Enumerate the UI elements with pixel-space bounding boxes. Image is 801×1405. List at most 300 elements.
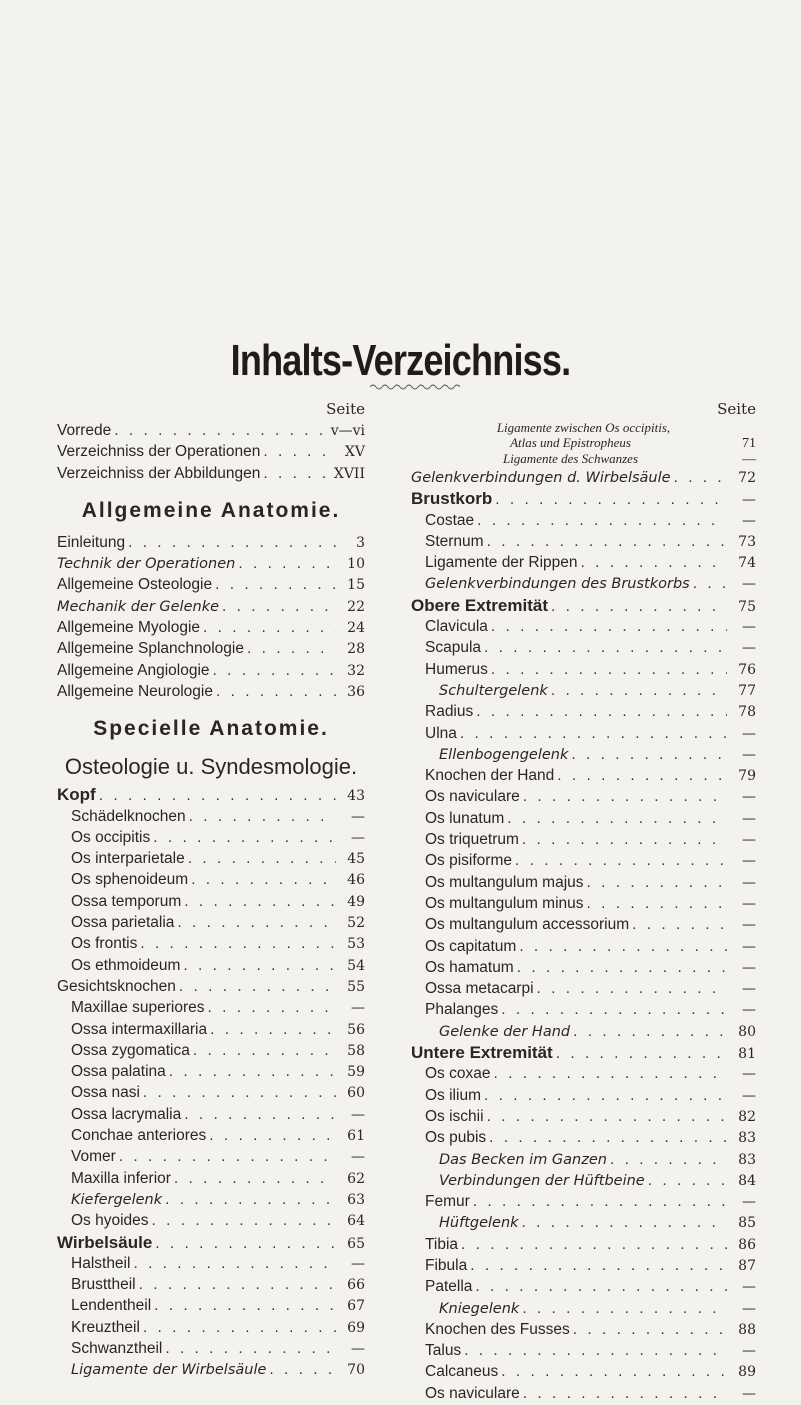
toc-label: Maxillae superiores bbox=[71, 999, 205, 1017]
toc-entry bbox=[411, 1298, 756, 1319]
toc-label: Os pubis bbox=[425, 1129, 487, 1147]
toc-entry bbox=[411, 616, 756, 637]
leader-dots bbox=[155, 1233, 336, 1254]
leader-dots bbox=[491, 616, 727, 637]
toc-page: — bbox=[742, 959, 756, 976]
toc-entry bbox=[57, 1253, 365, 1274]
toc-label: Brustkorb bbox=[411, 489, 493, 509]
toc-page: — bbox=[742, 1087, 756, 1104]
toc-label: Schädelknochen bbox=[71, 807, 186, 825]
leader-dots bbox=[587, 893, 727, 914]
leader-dots bbox=[484, 1085, 727, 1106]
leader-dots bbox=[183, 955, 336, 976]
toc-page: — bbox=[742, 1002, 756, 1019]
toc-label: Allgemeine Splanchnologie bbox=[57, 640, 244, 658]
toc-page: — bbox=[742, 895, 756, 912]
toc-label: Halstheil bbox=[71, 1254, 131, 1272]
toc-entry bbox=[57, 660, 365, 681]
leader-dots bbox=[263, 463, 330, 484]
wavy-ornament bbox=[370, 382, 460, 392]
toc-page: 70 bbox=[347, 1362, 365, 1379]
toc-label: Tibia bbox=[425, 1235, 459, 1253]
toc-label: Clavicula bbox=[425, 618, 488, 636]
toc-entry bbox=[411, 1127, 756, 1148]
toc-label: Ellenbogengelenk bbox=[439, 746, 569, 763]
toc-entry bbox=[57, 638, 365, 659]
seite-header: Seite bbox=[326, 400, 365, 418]
leader-dots bbox=[477, 510, 727, 531]
leader-dots bbox=[189, 806, 336, 827]
toc-page: — bbox=[351, 1255, 365, 1272]
toc-label: Allgemeine Osteologie bbox=[57, 576, 213, 594]
toc-entry bbox=[411, 1234, 756, 1255]
toc-entry bbox=[57, 1317, 365, 1338]
toc-label: Femur bbox=[425, 1193, 470, 1211]
toc-entry bbox=[411, 999, 756, 1020]
leader-dots bbox=[139, 1274, 336, 1295]
toc-label: Das Becken im Ganzen bbox=[439, 1151, 607, 1168]
toc-label: Obere Extremität bbox=[411, 595, 548, 615]
toc-page: 75 bbox=[738, 598, 756, 615]
toc-page: — bbox=[742, 917, 756, 934]
toc-page: 49 bbox=[347, 893, 365, 910]
toc-label: Verzeichniss der Operationen bbox=[57, 443, 261, 461]
toc-label: Os lunatum bbox=[425, 809, 505, 827]
toc-entry bbox=[57, 681, 365, 702]
toc-page: — bbox=[742, 576, 756, 593]
toc-entry bbox=[411, 850, 756, 871]
toc-entry bbox=[57, 1189, 365, 1210]
ligament-note-line2 bbox=[411, 435, 756, 451]
toc-page: — bbox=[742, 938, 756, 955]
leader-dots bbox=[537, 978, 727, 999]
osteologie-heading: Osteologie u. Syndesmologie. bbox=[64, 754, 358, 780]
leader-dots bbox=[215, 574, 336, 595]
allgemeine-heading: Allgemeine Anatomie. bbox=[81, 498, 341, 522]
toc-label: Mechanik der Gelenke bbox=[57, 598, 220, 615]
toc-label: Humerus bbox=[425, 660, 488, 678]
toc-page: 10 bbox=[347, 556, 365, 573]
toc-entry bbox=[57, 1232, 365, 1253]
leader-dots bbox=[238, 553, 336, 574]
toc-entry bbox=[57, 806, 365, 827]
toc-page: 45 bbox=[347, 851, 365, 868]
toc-entry bbox=[411, 1042, 756, 1063]
leader-dots bbox=[143, 1082, 336, 1103]
toc-page: — bbox=[742, 1066, 756, 1083]
toc-entry bbox=[411, 957, 756, 978]
toc-entry bbox=[411, 680, 756, 701]
leader-dots bbox=[193, 1040, 336, 1061]
toc-page: — bbox=[742, 981, 756, 998]
leader-dots bbox=[551, 680, 727, 701]
toc-page: — bbox=[742, 853, 756, 870]
toc-entry bbox=[411, 808, 756, 829]
toc-page: 82 bbox=[738, 1108, 756, 1125]
toc-page: — bbox=[742, 452, 756, 467]
leader-dots bbox=[461, 1234, 727, 1255]
leader-dots bbox=[522, 1298, 727, 1319]
leader-dots bbox=[179, 976, 336, 997]
toc-entry bbox=[57, 912, 365, 933]
front-matter-list bbox=[57, 420, 365, 484]
toc-page: 76 bbox=[738, 661, 756, 678]
toc-label: Os naviculare bbox=[425, 1384, 520, 1402]
toc-page: — bbox=[351, 1106, 365, 1123]
leader-dots bbox=[522, 829, 727, 850]
leader-dots bbox=[153, 827, 336, 848]
toc-label: Phalanges bbox=[425, 1001, 499, 1019]
leader-dots bbox=[152, 1210, 336, 1231]
toc-page: 79 bbox=[738, 768, 756, 785]
toc-label: Calcaneus bbox=[425, 1363, 499, 1381]
toc-label: Ossa palatina bbox=[71, 1063, 166, 1081]
toc-label: Verzeichniss der Abbildungen bbox=[57, 464, 261, 482]
leader-dots bbox=[484, 637, 727, 658]
toc-label: Kiefergelenk bbox=[71, 1191, 163, 1208]
toc-page: — bbox=[742, 492, 756, 509]
toc-label: Ossa zygomatica bbox=[71, 1041, 190, 1059]
toc-page: 64 bbox=[347, 1213, 365, 1230]
toc-entry bbox=[57, 1274, 365, 1295]
toc-entry bbox=[57, 1295, 365, 1316]
toc-page: 78 bbox=[738, 704, 756, 721]
toc-label: Os sphenoideum bbox=[71, 871, 189, 889]
toc-label: Costae bbox=[425, 511, 475, 529]
toc-page: 80 bbox=[738, 1023, 756, 1040]
toc-label: Conchae anteriores bbox=[71, 1127, 207, 1145]
toc-label: Os triquetrum bbox=[425, 831, 519, 849]
toc-label: Schultergelenk bbox=[439, 682, 548, 699]
toc-page: — bbox=[742, 874, 756, 891]
toc-entry bbox=[57, 1359, 365, 1380]
toc-page: XVII bbox=[333, 465, 365, 482]
leader-dots bbox=[165, 1338, 336, 1359]
toc-page: 36 bbox=[347, 683, 365, 700]
toc-page: 83 bbox=[738, 1130, 756, 1147]
allgemeine-list bbox=[57, 532, 365, 702]
toc-entry bbox=[411, 701, 756, 722]
toc-label: Gelenkverbindungen d. Wirbelsäule bbox=[411, 470, 671, 486]
toc-entry bbox=[411, 978, 756, 999]
leader-dots bbox=[587, 872, 727, 893]
toc-label: Patella bbox=[425, 1278, 473, 1296]
toc-entry bbox=[411, 659, 756, 680]
toc-entry bbox=[57, 441, 365, 462]
leader-dots bbox=[460, 723, 727, 744]
toc-page: 22 bbox=[347, 598, 365, 615]
toc-label: Os ethmoideum bbox=[71, 956, 181, 974]
leader-dots bbox=[495, 489, 727, 510]
leader-dots bbox=[581, 552, 727, 573]
toc-page: 52 bbox=[347, 915, 365, 932]
toc-page: 54 bbox=[347, 957, 365, 974]
toc-entry bbox=[411, 467, 756, 488]
toc-entry bbox=[411, 1106, 756, 1127]
toc-page: 74 bbox=[738, 555, 756, 572]
leader-dots bbox=[203, 617, 336, 638]
toc-label: Os multangulum majus bbox=[425, 873, 584, 891]
leader-dots bbox=[517, 957, 727, 978]
leader-dots bbox=[648, 1170, 727, 1191]
toc-entry bbox=[411, 1063, 756, 1084]
toc-entry bbox=[57, 532, 365, 553]
toc-label: Hüftgelenk bbox=[439, 1215, 519, 1232]
toc-label: Ossa temporum bbox=[71, 892, 182, 910]
leader-dots bbox=[114, 420, 327, 441]
leader-dots bbox=[177, 912, 336, 933]
toc-entry bbox=[411, 1383, 756, 1404]
leader-dots bbox=[557, 765, 727, 786]
leader-dots bbox=[169, 1061, 336, 1082]
toc-page: — bbox=[742, 832, 756, 849]
leader-dots bbox=[519, 936, 727, 957]
toc-label: Os frontis bbox=[71, 935, 138, 953]
leader-dots bbox=[487, 1106, 727, 1127]
toc-entry bbox=[411, 1340, 756, 1361]
toc-entry bbox=[411, 744, 756, 765]
toc-label: Ossa parietalia bbox=[71, 914, 175, 932]
leader-dots bbox=[523, 786, 727, 807]
toc-entry bbox=[411, 1085, 756, 1106]
toc-label: Os multangulum accessorium bbox=[425, 916, 630, 934]
toc-page: 55 bbox=[347, 978, 365, 995]
toc-label: Os ilium bbox=[425, 1086, 481, 1104]
leader-dots bbox=[573, 1319, 727, 1340]
toc-entry bbox=[411, 573, 756, 594]
leader-dots bbox=[475, 1276, 727, 1297]
toc-label: Lendentheil bbox=[71, 1297, 152, 1315]
toc-page: 61 bbox=[347, 1128, 365, 1145]
toc-entry bbox=[411, 1149, 756, 1170]
toc-page: — bbox=[742, 746, 756, 763]
toc-label: Gelenkverbindungen des Brustkorbs bbox=[425, 576, 690, 593]
toc-entry bbox=[57, 827, 365, 848]
toc-page: 72 bbox=[738, 470, 756, 486]
leader-dots bbox=[556, 1043, 727, 1064]
toc-label: Allgemeine Myologie bbox=[57, 619, 201, 637]
leader-dots bbox=[213, 660, 336, 681]
leader-dots bbox=[489, 1127, 727, 1148]
toc-page: — bbox=[351, 1149, 365, 1166]
toc-label: Schwanztheil bbox=[71, 1339, 163, 1357]
toc-entry bbox=[411, 914, 756, 935]
toc-entry bbox=[57, 997, 365, 1018]
toc-label: Brusttheil bbox=[71, 1276, 136, 1294]
toc-page: — bbox=[742, 810, 756, 827]
toc-label: Os occipitis bbox=[71, 828, 151, 846]
ligament-note-line3 bbox=[411, 451, 756, 467]
toc-page: XV bbox=[344, 444, 365, 461]
toc-entry bbox=[411, 1170, 756, 1191]
right-entries-list bbox=[411, 467, 756, 1404]
leader-dots bbox=[487, 531, 727, 552]
leader-dots bbox=[165, 1189, 336, 1210]
page-title: Inhalts-Verzeichniss. bbox=[230, 336, 571, 385]
toc-label: Scapula bbox=[425, 639, 482, 657]
toc-label: Talus bbox=[425, 1342, 462, 1360]
leader-dots bbox=[191, 869, 336, 890]
toc-page: — bbox=[742, 619, 756, 636]
toc-page: 58 bbox=[347, 1042, 365, 1059]
toc-label: Technik der Operationen bbox=[57, 556, 236, 573]
toc-label: Sternum bbox=[425, 532, 484, 550]
toc-entry bbox=[411, 765, 756, 786]
toc-page: 84 bbox=[738, 1172, 756, 1189]
toc-entry bbox=[57, 617, 365, 638]
leader-dots bbox=[674, 467, 727, 488]
toc-entry bbox=[411, 637, 756, 658]
toc-entry bbox=[57, 784, 365, 805]
leader-dots bbox=[470, 1255, 727, 1276]
right-column bbox=[411, 398, 756, 1404]
leader-dots bbox=[573, 1021, 727, 1042]
leader-dots bbox=[154, 1295, 336, 1316]
leader-dots bbox=[551, 596, 727, 617]
toc-page: 62 bbox=[347, 1170, 365, 1187]
toc-page: 66 bbox=[347, 1277, 365, 1294]
leader-dots bbox=[269, 1359, 336, 1380]
toc-page: — bbox=[742, 1343, 756, 1360]
toc-page: 15 bbox=[347, 577, 365, 594]
toc-entry bbox=[57, 574, 365, 595]
seite-header: Seite bbox=[717, 400, 756, 418]
toc-page: 73 bbox=[738, 533, 756, 550]
toc-page: 86 bbox=[738, 1236, 756, 1253]
toc-label: Os pisiforme bbox=[425, 852, 512, 870]
toc-entry bbox=[411, 1255, 756, 1276]
toc-page: — bbox=[351, 1000, 365, 1017]
leader-dots bbox=[263, 441, 336, 462]
specielle-heading: Specielle Anatomie. bbox=[93, 717, 329, 741]
toc-entry bbox=[411, 1212, 756, 1233]
toc-label: Allgemeine Neurologie bbox=[57, 682, 213, 700]
leader-dots bbox=[522, 1212, 727, 1233]
leader-dots bbox=[99, 785, 336, 806]
toc-page: 67 bbox=[347, 1298, 365, 1315]
toc-entry bbox=[411, 1191, 756, 1212]
toc-entry bbox=[57, 869, 365, 890]
toc-entry bbox=[57, 420, 365, 441]
toc-entry bbox=[57, 1210, 365, 1231]
toc-page: 24 bbox=[347, 620, 365, 637]
toc-label: Ossa lacrymalia bbox=[71, 1105, 182, 1123]
toc-page: 77 bbox=[738, 682, 756, 699]
toc-page: 69 bbox=[347, 1319, 365, 1336]
leader-dots bbox=[140, 933, 336, 954]
toc-label: Atlas und Epistropheus bbox=[510, 435, 631, 450]
leader-dots bbox=[247, 638, 336, 659]
leader-dots bbox=[222, 596, 336, 617]
toc-entry bbox=[57, 596, 365, 617]
toc-label: Kniegelenk bbox=[439, 1300, 520, 1317]
toc-page: — bbox=[351, 808, 365, 825]
toc-label: Vomer bbox=[71, 1148, 116, 1166]
toc-entry bbox=[411, 1319, 756, 1340]
toc-entry bbox=[411, 1276, 756, 1297]
leader-dots bbox=[515, 850, 727, 871]
toc-page: 88 bbox=[738, 1321, 756, 1338]
leader-dots bbox=[119, 1146, 336, 1167]
leader-dots bbox=[501, 1361, 727, 1382]
leader-dots bbox=[208, 997, 336, 1018]
toc-page: — bbox=[742, 640, 756, 657]
toc-entry bbox=[411, 829, 756, 850]
toc-page: — bbox=[742, 789, 756, 806]
toc-label: Knochen der Hand bbox=[425, 767, 555, 785]
toc-label: Einleitung bbox=[57, 533, 126, 551]
toc-label: Radius bbox=[425, 703, 474, 721]
toc-label: Os naviculare bbox=[425, 788, 520, 806]
toc-label: Ligamente des Schwanzes bbox=[502, 451, 639, 466]
leader-dots bbox=[184, 891, 336, 912]
toc-page: — bbox=[351, 1340, 365, 1357]
leader-dots bbox=[174, 1168, 336, 1189]
left-column bbox=[57, 398, 365, 1381]
toc-label: Os coxae bbox=[425, 1065, 491, 1083]
toc-page: — bbox=[351, 829, 365, 846]
toc-label: Ligamente der Rippen bbox=[425, 554, 578, 572]
toc-page: — bbox=[742, 1279, 756, 1296]
toc-label: Ligamente der Wirbelsäule bbox=[71, 1362, 267, 1379]
toc-page: 3 bbox=[356, 534, 365, 551]
toc-page: 83 bbox=[738, 1151, 756, 1168]
toc-entry bbox=[57, 1019, 365, 1040]
toc-label: Ossa intermaxillaria bbox=[71, 1020, 208, 1038]
leader-dots bbox=[610, 1149, 727, 1170]
toc-label: Ossa nasi bbox=[71, 1084, 140, 1102]
leader-dots bbox=[133, 1253, 336, 1274]
leader-dots bbox=[216, 681, 336, 702]
toc-label: Knochen des Fusses bbox=[425, 1320, 570, 1338]
toc-page: v—vi bbox=[330, 423, 365, 439]
toc-label: Ulna bbox=[425, 724, 457, 742]
toc-label: Gesichtsknochen bbox=[57, 977, 176, 995]
toc-entry bbox=[411, 1361, 756, 1382]
leader-dots bbox=[493, 1063, 727, 1084]
toc-entry bbox=[411, 723, 756, 744]
toc-entry bbox=[57, 1168, 365, 1189]
toc-label: Vorrede bbox=[57, 422, 112, 439]
leader-dots bbox=[693, 573, 727, 594]
leader-dots bbox=[188, 848, 336, 869]
toc-label: Wirbelsäule bbox=[57, 1232, 153, 1252]
toc-page: 43 bbox=[347, 788, 365, 805]
leader-dots bbox=[209, 1125, 336, 1146]
toc-entry bbox=[57, 933, 365, 954]
toc-entry bbox=[411, 1021, 756, 1042]
toc-entry bbox=[57, 1125, 365, 1146]
toc-label: Os ischii bbox=[425, 1107, 484, 1125]
toc-label: Kopf bbox=[57, 785, 96, 805]
toc-entry bbox=[57, 1040, 365, 1061]
leader-dots bbox=[210, 1019, 336, 1040]
toc-entry bbox=[411, 872, 756, 893]
toc-label: Os multangulum minus bbox=[425, 894, 584, 912]
leader-dots bbox=[571, 744, 727, 765]
toc-entry bbox=[411, 786, 756, 807]
toc-label: Os hyoides bbox=[71, 1212, 149, 1230]
leader-dots bbox=[491, 659, 727, 680]
leader-dots bbox=[501, 999, 727, 1020]
toc-entry bbox=[57, 1146, 365, 1167]
toc-page: 85 bbox=[738, 1215, 756, 1232]
osteologie-list bbox=[57, 784, 365, 1380]
toc-page: 56 bbox=[347, 1021, 365, 1038]
toc-entry bbox=[57, 1082, 365, 1103]
toc-page: — bbox=[742, 512, 756, 529]
leader-dots bbox=[143, 1317, 336, 1338]
